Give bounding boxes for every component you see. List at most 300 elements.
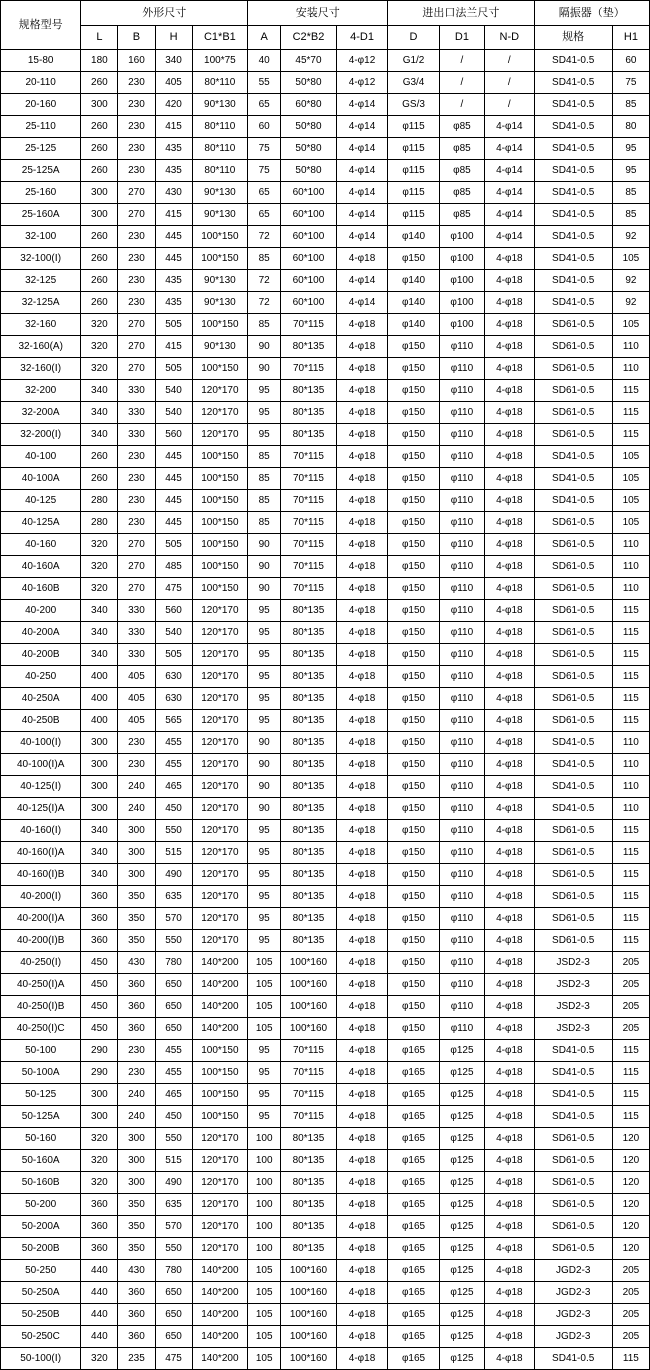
cell-B: 230: [118, 490, 155, 512]
cell-A: 65: [248, 204, 281, 226]
cell-H1: 115: [612, 600, 649, 622]
cell-model: 40-250B: [1, 710, 81, 732]
cell-L: 360: [81, 1194, 118, 1216]
cell-C2*B2: 70*115: [281, 490, 337, 512]
cell-H: 650: [155, 1018, 192, 1040]
cell-C1*B1: 120*170: [192, 1150, 248, 1172]
cell-model: 40-160(Ⅰ)B: [1, 864, 81, 886]
cell-规格: SD41-0.5: [534, 226, 612, 248]
cell-C2*B2: 80*135: [281, 1194, 337, 1216]
cell-规格: SD61-0.5: [534, 622, 612, 644]
cell-H: 435: [155, 270, 192, 292]
cell-model: 50-160A: [1, 1150, 81, 1172]
cell-H: 650: [155, 974, 192, 996]
cell-C1*B1: 120*170: [192, 1172, 248, 1194]
cell-规格: JSD2-3: [534, 974, 612, 996]
cell-D1: φ125: [439, 1062, 484, 1084]
cell-A: 100: [248, 1128, 281, 1150]
cell-D: φ150: [388, 776, 440, 798]
cell-L: 340: [81, 644, 118, 666]
cell-H: 650: [155, 1326, 192, 1348]
cell-C2*B2: 70*115: [281, 1084, 337, 1106]
cell-C2*B2: 80*135: [281, 402, 337, 424]
cell-L: 300: [81, 182, 118, 204]
cell-model: 40-100(Ⅰ): [1, 732, 81, 754]
cell-C1*B1: 100*150: [192, 1084, 248, 1106]
cell-C2*B2: 70*115: [281, 534, 337, 556]
cell-C1*B1: 100*75: [192, 50, 248, 72]
cell-D1: φ125: [439, 1040, 484, 1062]
cell-H: 570: [155, 1216, 192, 1238]
cell-规格: SD41-0.5: [534, 754, 612, 776]
cell-model: 40-250(Ⅰ): [1, 952, 81, 974]
cell-L: 340: [81, 424, 118, 446]
cell-H1: 95: [612, 160, 649, 182]
cell-C1*B1: 100*150: [192, 556, 248, 578]
cell-D1: φ100: [439, 270, 484, 292]
cell-D1: /: [439, 94, 484, 116]
cell-D: φ115: [388, 160, 440, 182]
cell-规格: SD61-0.5: [534, 1216, 612, 1238]
cell-规格: SD41-0.5: [534, 160, 612, 182]
cell-D: φ150: [388, 578, 440, 600]
cell-H1: 205: [612, 1260, 649, 1282]
cell-L: 360: [81, 908, 118, 930]
cell-model: 40-200(Ⅰ)A: [1, 908, 81, 930]
cell-C1*B1: 140*200: [192, 1348, 248, 1370]
sub-header-d: D: [388, 26, 440, 50]
cell-D: φ165: [388, 1238, 440, 1260]
cell-C1*B1: 140*200: [192, 1326, 248, 1348]
cell-C1*B1: 100*150: [192, 512, 248, 534]
cell-B: 430: [118, 1260, 155, 1282]
cell-A: 90: [248, 336, 281, 358]
cell-A: 85: [248, 248, 281, 270]
cell-B: 350: [118, 908, 155, 930]
cell-B: 240: [118, 1106, 155, 1128]
cell-A: 95: [248, 1062, 281, 1084]
cell-D1: φ110: [439, 688, 484, 710]
cell-C2*B2: 100*160: [281, 1260, 337, 1282]
cell-N-D: 4-φ18: [485, 1326, 534, 1348]
cell-C1*B1: 80*110: [192, 72, 248, 94]
cell-H: 490: [155, 1172, 192, 1194]
table-row: [1, 556, 650, 578]
cell-C2*B2: 100*160: [281, 1326, 337, 1348]
table-row: [1, 468, 650, 490]
cell-H1: 92: [612, 226, 649, 248]
cell-D: φ150: [388, 600, 440, 622]
cell-D1: φ125: [439, 1238, 484, 1260]
cell-H: 475: [155, 1348, 192, 1370]
cell-A: 95: [248, 622, 281, 644]
cell-C1*B1: 120*170: [192, 776, 248, 798]
cell-4-D1: 4-φ18: [336, 446, 388, 468]
cell-B: 240: [118, 1084, 155, 1106]
table-row: [1, 336, 650, 358]
cell-D: φ150: [388, 974, 440, 996]
cell-L: 340: [81, 380, 118, 402]
cell-A: 72: [248, 270, 281, 292]
cell-C2*B2: 80*135: [281, 820, 337, 842]
cell-N-D: 4-φ14: [485, 204, 534, 226]
cell-N-D: 4-φ18: [485, 1062, 534, 1084]
cell-C2*B2: 60*80: [281, 94, 337, 116]
cell-4-D1: 4-φ18: [336, 952, 388, 974]
cell-L: 400: [81, 666, 118, 688]
cell-规格: JSD2-3: [534, 996, 612, 1018]
cell-规格: SD61-0.5: [534, 1172, 612, 1194]
cell-C2*B2: 100*160: [281, 952, 337, 974]
cell-B: 230: [118, 160, 155, 182]
cell-B: 230: [118, 248, 155, 270]
cell-4-D1: 4-φ18: [336, 1238, 388, 1260]
cell-D: φ150: [388, 666, 440, 688]
cell-C2*B2: 80*135: [281, 776, 337, 798]
cell-规格: SD61-0.5: [534, 336, 612, 358]
cell-规格: SD41-0.5: [534, 1106, 612, 1128]
cell-H: 515: [155, 842, 192, 864]
cell-规格: SD41-0.5: [534, 732, 612, 754]
cell-规格: SD41-0.5: [534, 468, 612, 490]
cell-model: 40-125(Ⅰ)A: [1, 798, 81, 820]
cell-N-D: 4-φ14: [485, 116, 534, 138]
table-row: [1, 1304, 650, 1326]
cell-model: 50-100A: [1, 1062, 81, 1084]
cell-H1: 110: [612, 534, 649, 556]
table-row: [1, 1106, 650, 1128]
cell-B: 430: [118, 952, 155, 974]
cell-D1: φ100: [439, 292, 484, 314]
cell-规格: SD61-0.5: [534, 688, 612, 710]
cell-B: 300: [118, 1172, 155, 1194]
cell-D: φ150: [388, 886, 440, 908]
table-row: [1, 1084, 650, 1106]
cell-A: 95: [248, 1106, 281, 1128]
cell-4-D1: 4-φ18: [336, 534, 388, 556]
cell-规格: SD61-0.5: [534, 600, 612, 622]
cell-H1: 105: [612, 512, 649, 534]
cell-C2*B2: 70*115: [281, 1040, 337, 1062]
cell-4-D1: 4-φ14: [336, 160, 388, 182]
cell-4-D1: 4-φ18: [336, 666, 388, 688]
table-row: [1, 512, 650, 534]
cell-C1*B1: 140*200: [192, 996, 248, 1018]
cell-C2*B2: 80*135: [281, 600, 337, 622]
cell-C2*B2: 80*135: [281, 336, 337, 358]
table-row: [1, 292, 650, 314]
cell-model: 40-160A: [1, 556, 81, 578]
cell-L: 290: [81, 1062, 118, 1084]
cell-C2*B2: 70*115: [281, 578, 337, 600]
cell-L: 320: [81, 1348, 118, 1370]
cell-H1: 205: [612, 1018, 649, 1040]
cell-C2*B2: 80*135: [281, 842, 337, 864]
table-row: [1, 94, 650, 116]
cell-N-D: 4-φ18: [485, 556, 534, 578]
cell-A: 95: [248, 666, 281, 688]
cell-H: 435: [155, 138, 192, 160]
cell-L: 320: [81, 556, 118, 578]
cell-D: φ150: [388, 358, 440, 380]
cell-A: 95: [248, 930, 281, 952]
cell-L: 320: [81, 1128, 118, 1150]
cell-H1: 205: [612, 1304, 649, 1326]
cell-model: 40-200(Ⅰ)B: [1, 930, 81, 952]
cell-规格: SD61-0.5: [534, 556, 612, 578]
cell-model: 20-110: [1, 72, 81, 94]
cell-A: 100: [248, 1194, 281, 1216]
cell-A: 95: [248, 908, 281, 930]
cell-H: 435: [155, 292, 192, 314]
cell-L: 260: [81, 248, 118, 270]
cell-N-D: 4-φ18: [485, 1348, 534, 1370]
cell-H: 445: [155, 512, 192, 534]
cell-C1*B1: 120*170: [192, 930, 248, 952]
cell-D1: φ110: [439, 644, 484, 666]
cell-规格: SD61-0.5: [534, 1128, 612, 1150]
cell-D1: φ110: [439, 842, 484, 864]
table-row: [1, 622, 650, 644]
cell-4-D1: 4-φ18: [336, 1084, 388, 1106]
cell-B: 270: [118, 182, 155, 204]
cell-D: φ115: [388, 138, 440, 160]
cell-model: 25-125A: [1, 160, 81, 182]
cell-规格: SD61-0.5: [534, 1194, 612, 1216]
cell-A: 105: [248, 952, 281, 974]
cell-N-D: 4-φ18: [485, 1018, 534, 1040]
cell-model: 32-125: [1, 270, 81, 292]
cell-D1: φ110: [439, 336, 484, 358]
cell-C1*B1: 120*170: [192, 754, 248, 776]
cell-C1*B1: 100*150: [192, 534, 248, 556]
cell-C1*B1: 100*150: [192, 1040, 248, 1062]
cell-4-D1: 4-φ18: [336, 1282, 388, 1304]
cell-B: 270: [118, 556, 155, 578]
table-header: [1, 1, 650, 50]
cell-C1*B1: 120*170: [192, 1194, 248, 1216]
cell-B: 230: [118, 226, 155, 248]
cell-H1: 120: [612, 1150, 649, 1172]
cell-4-D1: 4-φ18: [336, 1216, 388, 1238]
cell-D1: φ125: [439, 1150, 484, 1172]
cell-C1*B1: 100*150: [192, 1062, 248, 1084]
cell-D1: φ125: [439, 1348, 484, 1370]
cell-D1: φ110: [439, 556, 484, 578]
table-row: [1, 204, 650, 226]
cell-4-D1: 4-φ18: [336, 732, 388, 754]
cell-A: 95: [248, 820, 281, 842]
cell-4-D1: 4-φ14: [336, 270, 388, 292]
cell-A: 90: [248, 578, 281, 600]
cell-C2*B2: 70*115: [281, 446, 337, 468]
cell-N-D: 4-φ18: [485, 930, 534, 952]
cell-model: 32-200: [1, 380, 81, 402]
cell-model: 25-110: [1, 116, 81, 138]
cell-D1: φ125: [439, 1216, 484, 1238]
cell-4-D1: 4-φ18: [336, 336, 388, 358]
cell-N-D: 4-φ18: [485, 292, 534, 314]
table-row: [1, 490, 650, 512]
cell-规格: SD41-0.5: [534, 270, 612, 292]
cell-A: 65: [248, 94, 281, 116]
cell-规格: SD61-0.5: [534, 1238, 612, 1260]
cell-model: 40-100: [1, 446, 81, 468]
cell-N-D: 4-φ18: [485, 952, 534, 974]
cell-C1*B1: 90*130: [192, 182, 248, 204]
cell-model: 32-200A: [1, 402, 81, 424]
cell-B: 230: [118, 270, 155, 292]
cell-D: φ140: [388, 270, 440, 292]
cell-A: 95: [248, 380, 281, 402]
cell-C2*B2: 80*135: [281, 1128, 337, 1150]
cell-L: 300: [81, 1084, 118, 1106]
cell-规格: SD41-0.5: [534, 1062, 612, 1084]
cell-C1*B1: 100*150: [192, 248, 248, 270]
cell-D: φ150: [388, 864, 440, 886]
cell-N-D: 4-φ14: [485, 160, 534, 182]
cell-B: 240: [118, 776, 155, 798]
cell-C1*B1: 120*170: [192, 688, 248, 710]
cell-规格: SD61-0.5: [534, 402, 612, 424]
cell-4-D1: 4-φ18: [336, 710, 388, 732]
cell-D1: φ125: [439, 1128, 484, 1150]
cell-B: 360: [118, 1326, 155, 1348]
cell-H1: 110: [612, 776, 649, 798]
cell-4-D1: 4-φ18: [336, 688, 388, 710]
cell-H1: 115: [612, 402, 649, 424]
cell-B: 360: [118, 996, 155, 1018]
cell-A: 72: [248, 292, 281, 314]
cell-model: 40-125A: [1, 512, 81, 534]
cell-C2*B2: 60*100: [281, 270, 337, 292]
cell-N-D: 4-φ18: [485, 974, 534, 996]
table-row: [1, 1326, 650, 1348]
cell-C1*B1: 100*150: [192, 1106, 248, 1128]
cell-N-D: 4-φ18: [485, 908, 534, 930]
cell-L: 340: [81, 864, 118, 886]
cell-A: 90: [248, 534, 281, 556]
cell-model: 40-200B: [1, 644, 81, 666]
cell-D: φ150: [388, 644, 440, 666]
cell-规格: SD61-0.5: [534, 842, 612, 864]
cell-4-D1: 4-φ18: [336, 468, 388, 490]
cell-H: 455: [155, 1062, 192, 1084]
header-vibration-isolator: 隔振器（垫）: [534, 1, 649, 26]
cell-B: 330: [118, 402, 155, 424]
cell-L: 360: [81, 886, 118, 908]
sub-header-guige: 规格: [534, 26, 612, 50]
cell-model: 40-160(Ⅰ): [1, 820, 81, 842]
cell-A: 60: [248, 116, 281, 138]
table-row: [1, 886, 650, 908]
cell-4-D1: 4-φ18: [336, 314, 388, 336]
cell-A: 90: [248, 732, 281, 754]
cell-H: 505: [155, 358, 192, 380]
cell-4-D1: 4-φ18: [336, 424, 388, 446]
cell-C1*B1: 100*150: [192, 490, 248, 512]
table-row: [1, 1282, 650, 1304]
cell-B: 405: [118, 666, 155, 688]
group-header-row: [1, 1, 650, 26]
cell-A: 105: [248, 1304, 281, 1326]
cell-C2*B2: 80*135: [281, 688, 337, 710]
table-row: [1, 1128, 650, 1150]
cell-C1*B1: 120*170: [192, 1216, 248, 1238]
cell-4-D1: 4-φ18: [336, 842, 388, 864]
cell-C1*B1: 120*170: [192, 710, 248, 732]
cell-model: 25-125: [1, 138, 81, 160]
cell-L: 320: [81, 1172, 118, 1194]
cell-4-D1: 4-φ18: [336, 908, 388, 930]
cell-规格: SD41-0.5: [534, 798, 612, 820]
cell-C2*B2: 100*160: [281, 974, 337, 996]
cell-H1: 95: [612, 138, 649, 160]
cell-C2*B2: 50*80: [281, 116, 337, 138]
cell-C1*B1: 90*130: [192, 292, 248, 314]
cell-N-D: 4-φ18: [485, 578, 534, 600]
cell-C2*B2: 80*135: [281, 666, 337, 688]
table-row: [1, 688, 650, 710]
cell-A: 105: [248, 1348, 281, 1370]
cell-H1: 205: [612, 1282, 649, 1304]
cell-C2*B2: 80*135: [281, 644, 337, 666]
cell-4-D1: 4-φ18: [336, 644, 388, 666]
cell-D: φ150: [388, 512, 440, 534]
cell-C2*B2: 100*160: [281, 1018, 337, 1040]
cell-规格: SD41-0.5: [534, 138, 612, 160]
table-row: [1, 820, 650, 842]
cell-4-D1: 4-φ18: [336, 776, 388, 798]
table-row: [1, 424, 650, 446]
cell-N-D: 4-φ18: [485, 534, 534, 556]
header-model: 规格型号: [1, 1, 81, 50]
table-row: [1, 1062, 650, 1084]
cell-D1: φ100: [439, 226, 484, 248]
cell-A: 90: [248, 754, 281, 776]
cell-H: 550: [155, 820, 192, 842]
cell-C1*B1: 90*130: [192, 270, 248, 292]
cell-model: 40-125(Ⅰ): [1, 776, 81, 798]
cell-4-D1: 4-φ18: [336, 600, 388, 622]
cell-A: 100: [248, 1172, 281, 1194]
cell-规格: SD41-0.5: [534, 292, 612, 314]
cell-L: 440: [81, 1326, 118, 1348]
cell-H: 515: [155, 1150, 192, 1172]
cell-C2*B2: 60*100: [281, 292, 337, 314]
cell-D1: φ110: [439, 402, 484, 424]
table-row: [1, 754, 650, 776]
table-row: [1, 578, 650, 600]
cell-H: 455: [155, 1040, 192, 1062]
cell-D1: φ110: [439, 710, 484, 732]
cell-N-D: 4-φ14: [485, 182, 534, 204]
cell-H: 445: [155, 490, 192, 512]
cell-N-D: 4-φ18: [485, 1150, 534, 1172]
cell-model: 25-160A: [1, 204, 81, 226]
cell-D1: φ110: [439, 952, 484, 974]
cell-L: 180: [81, 50, 118, 72]
cell-规格: JSD2-3: [534, 1018, 612, 1040]
cell-A: 105: [248, 1282, 281, 1304]
cell-规格: SD41-0.5: [534, 182, 612, 204]
cell-N-D: 4-φ18: [485, 380, 534, 402]
cell-D: φ150: [388, 622, 440, 644]
cell-D: φ165: [388, 1194, 440, 1216]
cell-H1: 120: [612, 1172, 649, 1194]
cell-N-D: 4-φ18: [485, 314, 534, 336]
cell-D1: φ110: [439, 820, 484, 842]
